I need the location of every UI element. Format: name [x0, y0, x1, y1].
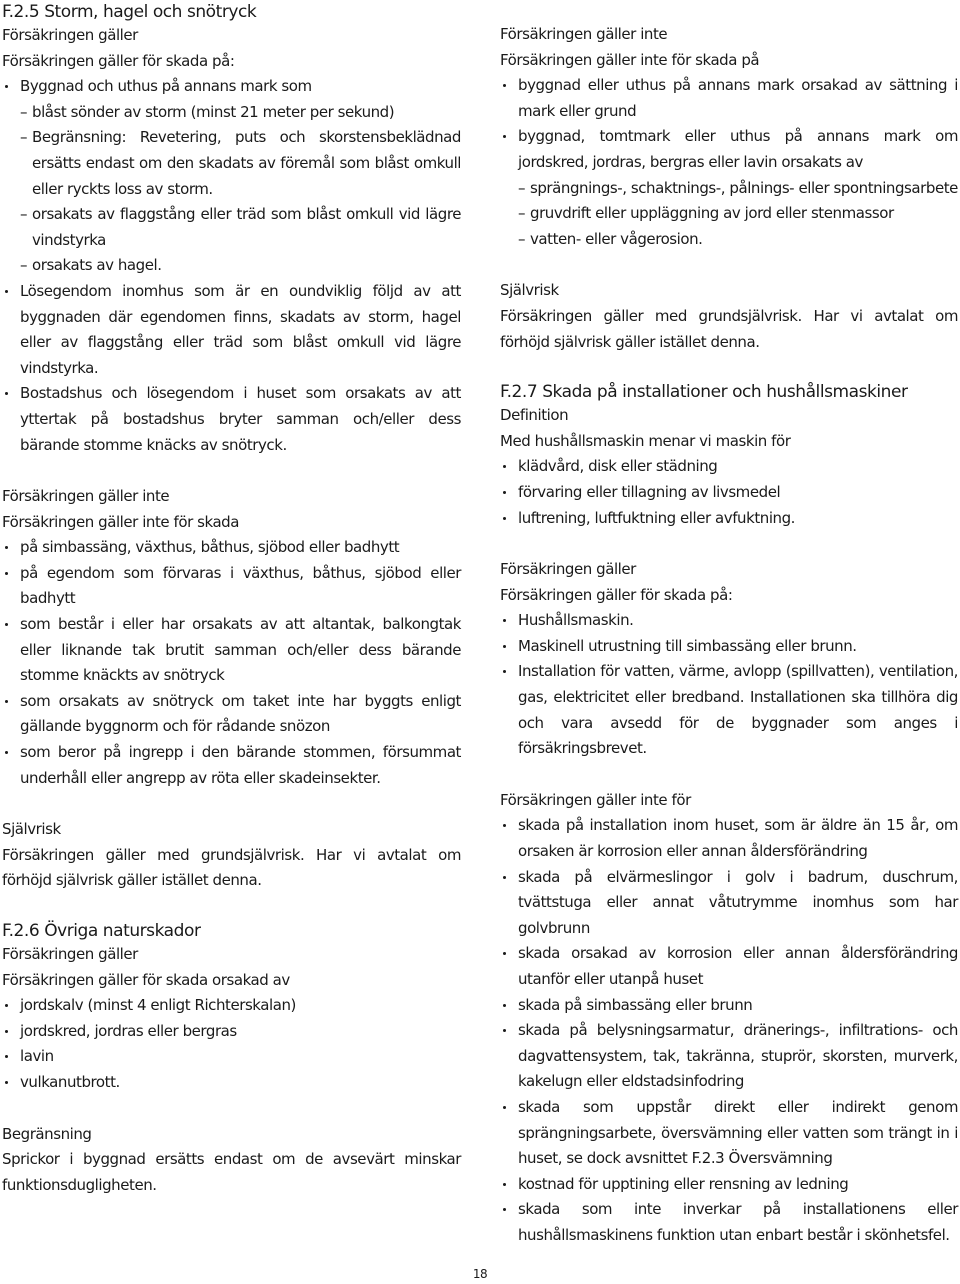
- limitation-note: Begränsning: Revetering, puts och skorstensbeklädnad ersätts endast om den skadats av föremål som blåst omkull eller ryckts loss av storm.: [32, 128, 461, 198]
- list-item: skada som uppstår direkt eller indirekt genom sprängningsarbete, översvämning eller vatten som trängt in i huset, se dock avsnittet F.2.3 Översvämning: [500, 1095, 958, 1172]
- not-covered-list: [2, 535, 461, 791]
- covered-list: [500, 608, 958, 762]
- natural-hazard-list: [2, 993, 461, 1095]
- list-item: – orsakats av hagel.: [2, 253, 461, 279]
- list-item: vulkanutbrott.: [2, 1070, 461, 1096]
- not-covered-list: [500, 73, 958, 175]
- covered-label: Försäkringen gäller: [2, 26, 138, 44]
- left-column: [2, 0, 461, 1198]
- not-covered-label: Försäkringen gäller inte: [2, 487, 170, 506]
- not-covered-intro: Försäkringen gäller inte för skada: [2, 512, 239, 531]
- list-item: på simbassäng, växthus, båthus, sjöbod eller badhytt: [2, 535, 461, 561]
- list-item: – orsakats av flaggstång eller träd som blåst omkull vid lägre vindstyrka: [2, 202, 461, 253]
- list-item: Bostadshus och lösegendom i huset som orsakats av att yttertak på bostadshus bryter samman och/eller dess bärande stomme knäcks av snötryck.: [2, 381, 461, 458]
- list-item: Lösegendom inomhus som är en oundviklig följd av att byggnaden där egendomen finns, skadats av storm, hagel eller av flaggstång eller träd som blåst omkull vid lägre vindstyrka.: [2, 279, 461, 381]
- list-item: skada på elvärmeslingor i golv i badrum, duschrum, tvättstuga eller annat våtutrymme inomhus som har golvbrunn: [500, 865, 958, 942]
- list-item: luftrening, luftfuktning eller avfuktning.: [500, 506, 958, 532]
- list-item: skada orsakad av korrosion eller annan åldersförändring utanför eller utanpå huset: [500, 941, 958, 992]
- covered-intro: Försäkringen gäller för skada på:: [500, 585, 733, 604]
- deductible-label: Självrisk: [500, 281, 559, 300]
- list-item: som består i eller har orsakats av att altantak, balkongtak eller liknande tak brutit samman och/eller dess bärande stomme knäckts av snötryck: [2, 612, 461, 689]
- list-item: skada på installation inom huset, som är äldre än 15 år, om orsaken är korrosion eller annan åldersförändring: [500, 813, 958, 864]
- deductible-label: Självrisk: [2, 820, 61, 839]
- definition-intro: Med hushållsmaskin menar vi maskin för: [500, 431, 791, 450]
- list-item: kostnad för upptining eller rensning av ledning: [500, 1172, 958, 1198]
- list-item: skada som inte inverkar på installationens eller hushållsmaskinens funktion utan enbart består i skönhetsfel.: [500, 1197, 958, 1248]
- storm-dash-list: [2, 100, 461, 279]
- list-item: – gruvdrift eller uppläggning av jord eller stenmassor: [500, 201, 958, 227]
- not-covered-label: Försäkringen gäller inte: [500, 25, 668, 43]
- cause-dash-list: [500, 176, 958, 253]
- list-item: lavin: [2, 1044, 461, 1070]
- list-item: Hushållsmaskin.: [500, 608, 958, 634]
- deductible-text: Försäkringen gäller med grundsjälvrisk. Har vi avtalat om förhöjd självrisk gäller istället denna.: [500, 306, 958, 351]
- limitation-text: Sprickor i byggnad ersätts endast om de avsevärt minskar funktionsdugligheten.: [2, 1150, 461, 1194]
- list-item: [2, 125, 461, 202]
- list-item: byggnad, tomtmark eller uthus på annans mark om jordskred, jordras, bergras eller lavin orsakats av: [500, 124, 958, 175]
- list-item: klädvård, disk eller städning: [500, 454, 958, 480]
- not-covered-list: [500, 813, 958, 1248]
- heading-f25: F.2.5 Storm, hagel och snötryck: [2, 2, 257, 22]
- list-item: – blåst sönder av storm (minst 21 meter per sekund): [2, 100, 461, 126]
- list-item: – sprängnings-, schaktnings-, pålnings- eller spontningsarbete: [500, 176, 958, 202]
- right-column: [500, 22, 958, 1249]
- covered-list: [2, 74, 461, 100]
- list-item: – vatten- eller vågerosion.: [500, 227, 958, 253]
- limitation-label: Begränsning: [2, 1124, 92, 1143]
- list-item: byggnad eller uthus på annans mark orsakad av sättning i mark eller grund: [500, 73, 958, 124]
- heading-f27: F.2.7 Skada på installationer och hushållsmaskiner: [500, 382, 908, 403]
- list-item: jordskalv (minst 4 enligt Richterskalan): [2, 993, 461, 1019]
- covered-intro: Försäkringen gäller för skada orsakad av: [2, 970, 290, 989]
- deductible-text: Försäkringen gäller med grundsjälvrisk. Har vi avtalat om förhöjd självrisk gäller istället denna.: [2, 845, 461, 890]
- list-item: som orsakats av snötryck om taket inte har byggts enligt gällande byggnorm och för rådande snözon: [2, 689, 461, 740]
- covered-intro: Försäkringen gäller för skada på:: [2, 51, 235, 70]
- list-item: jordskred, jordras eller bergras: [2, 1019, 461, 1045]
- list-item: som beror på ingrepp i den bärande stommen, försummat underhåll eller angrepp av röta eller skadeinsekter.: [2, 740, 461, 791]
- list-item: skada på simbassäng eller brunn: [500, 993, 958, 1019]
- list-item: Maskinell utrustning till simbassäng eller brunn.: [500, 634, 958, 660]
- list-item: förvaring eller tillagning av livsmedel: [500, 480, 958, 506]
- covered-list-cont: [2, 279, 461, 458]
- page-number: 18: [472, 1267, 488, 1281]
- not-covered-intro: Försäkringen gäller inte för skada på: [500, 50, 760, 69]
- list-item-text: Byggnad och uthus på annans mark som: [20, 77, 312, 96]
- covered-label: Försäkringen gäller: [2, 945, 138, 963]
- covered-label: Försäkringen gäller: [500, 560, 636, 579]
- list-item: [2, 74, 461, 100]
- list-item: Installation för vatten, värme, avlopp (spillvatten), ventilation, gas, elektricitet eller bredband. Installationen ska tillhöra dig och vara avsedd för de byggnader som anges i försäkringsbrevet.: [500, 659, 958, 761]
- not-covered-label: Försäkringen gäller inte för: [500, 790, 691, 809]
- definition-label: Definition: [500, 406, 569, 425]
- definition-list: [500, 454, 958, 531]
- heading-f26: F.2.6 Övriga naturskador: [2, 921, 201, 941]
- list-item: skada på belysningsarmatur, dränerings-, infiltrations- och dagvattensystem, tak, takränna, stuprör, skorsten, murverk, kakelugn eller eldstadsinfodring: [500, 1018, 958, 1095]
- list-item: på egendom som förvaras i växthus, båthus, sjöbod eller badhytt: [2, 561, 461, 612]
